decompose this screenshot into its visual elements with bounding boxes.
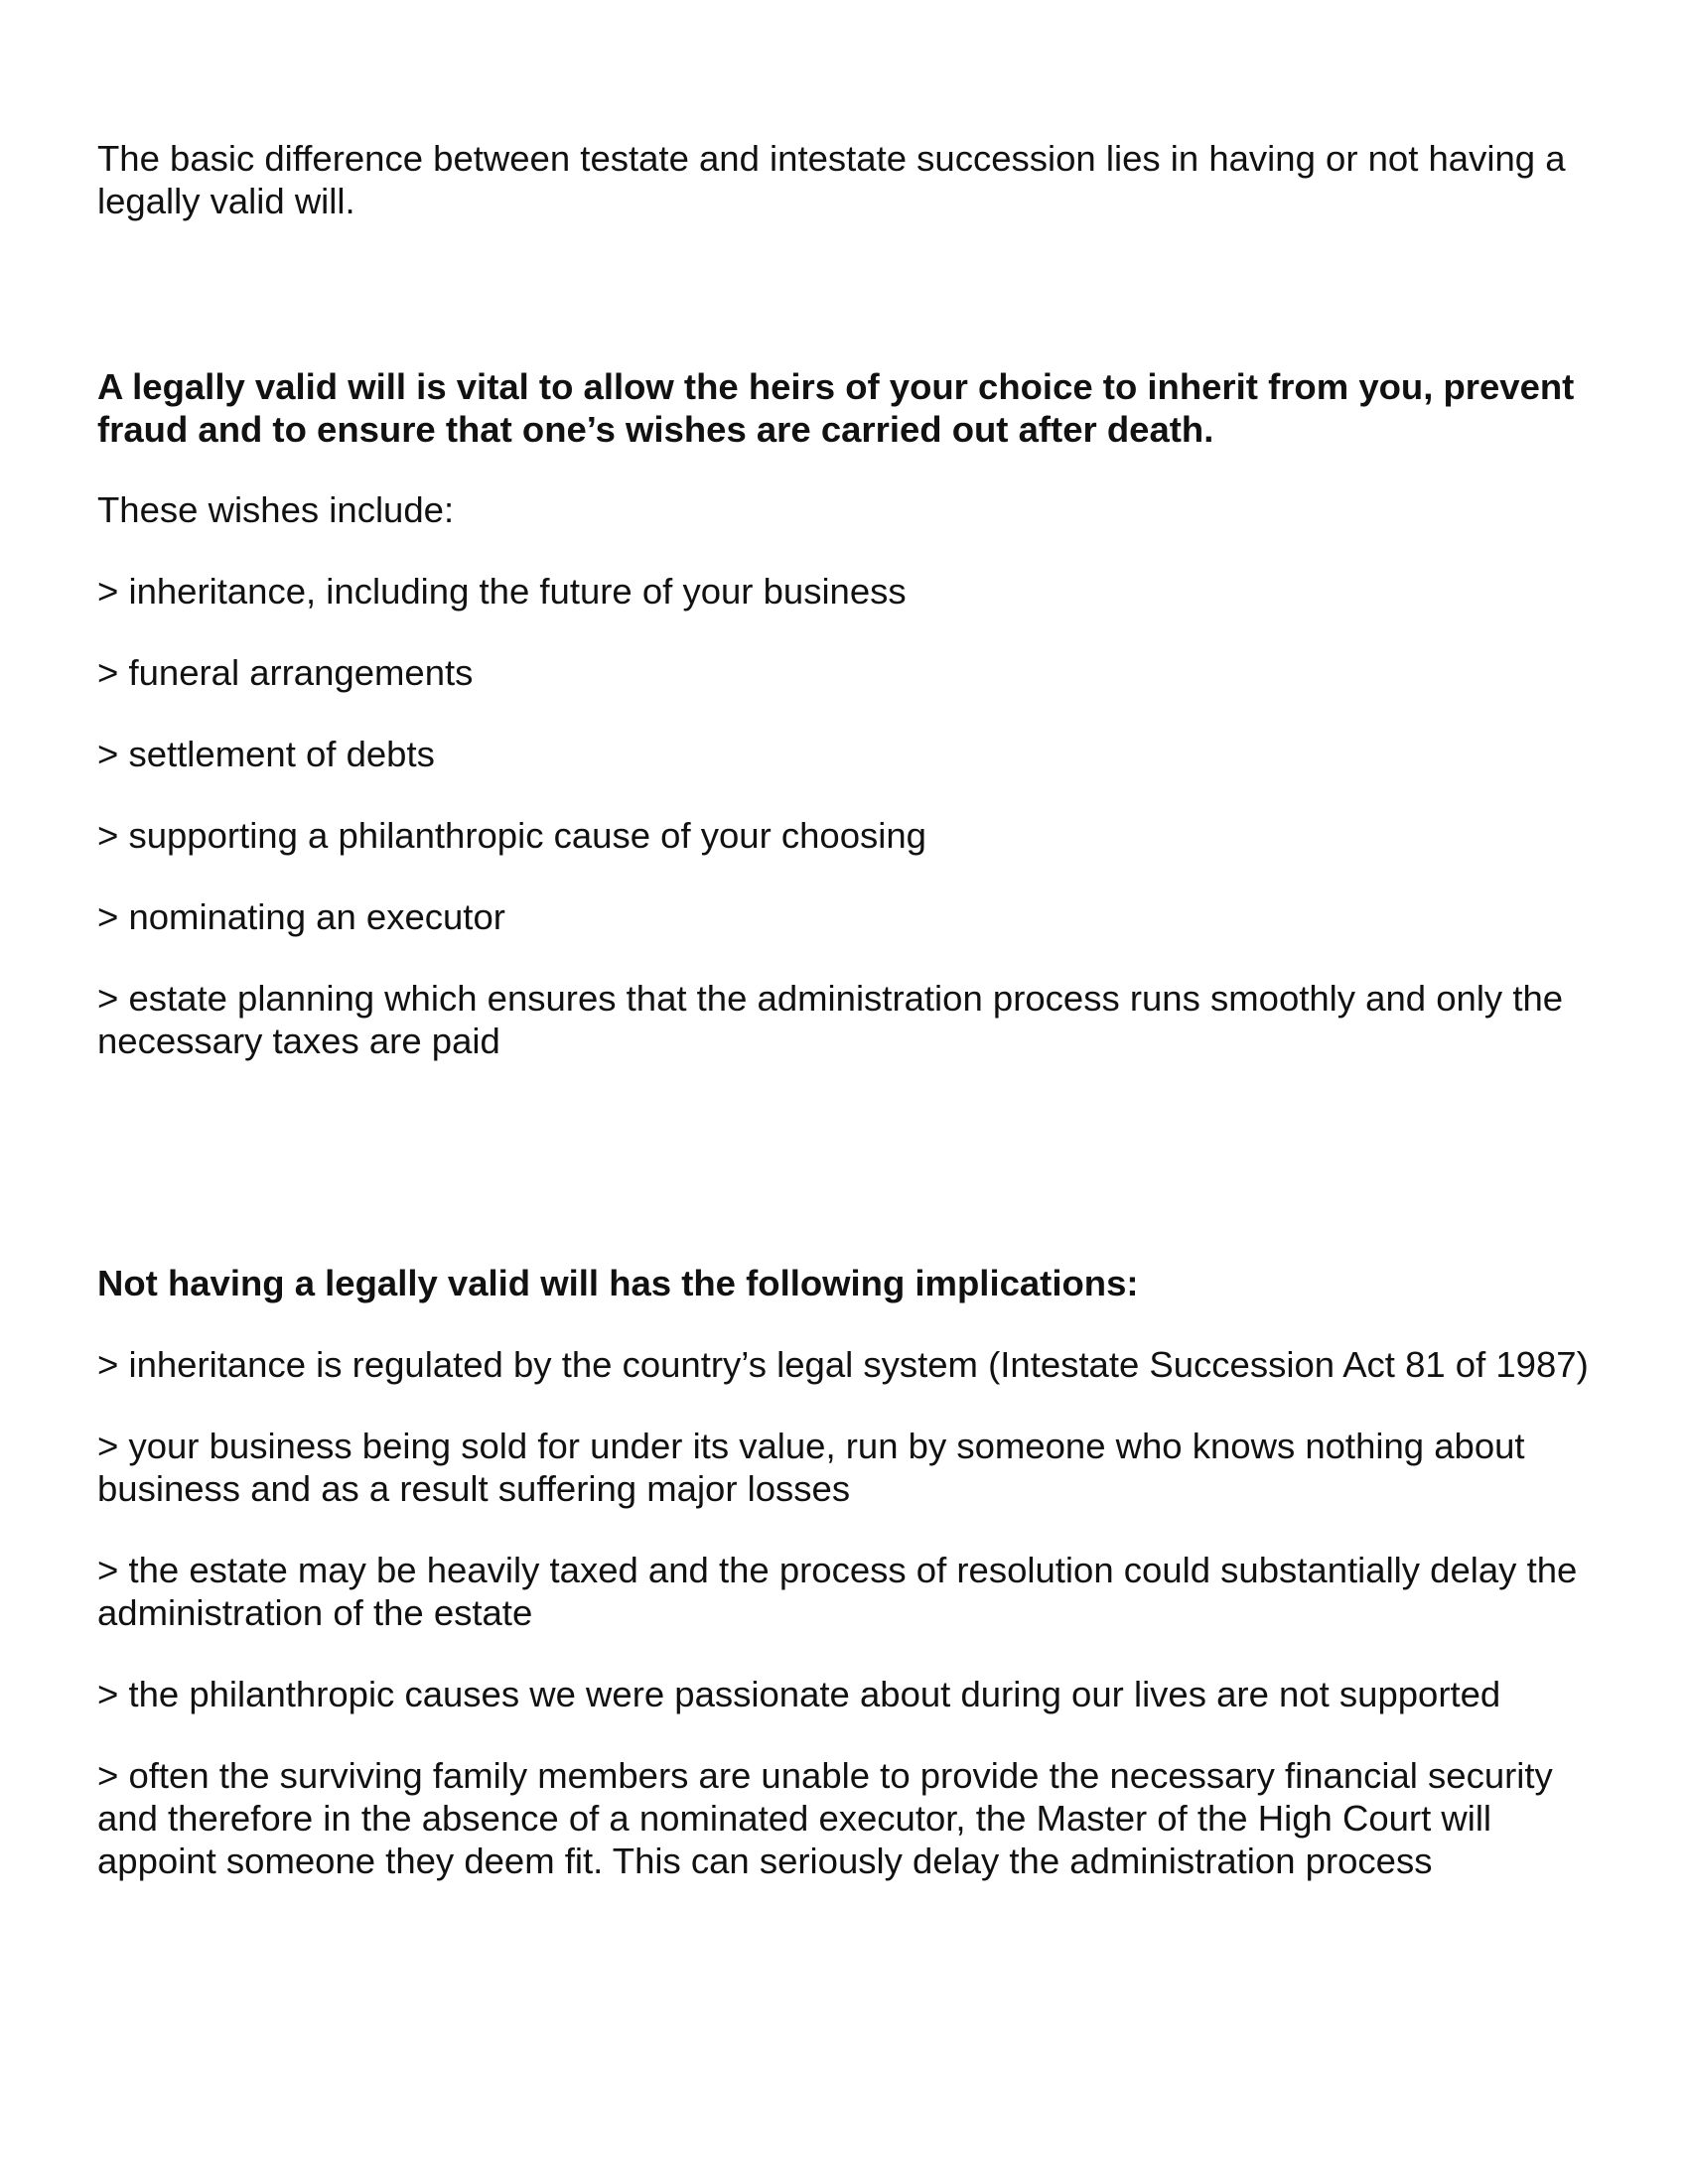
wishes-list [97, 570, 1597, 1062]
list-item: > inheritance is regulated by the country’s legal system (Intestate Succession Act 81 of 1987) [97, 1344, 1589, 1385]
implications-heading: Not having a legally valid will has the following implications: [97, 1263, 1139, 1303]
list-item: > inheritance, including the future of your business [97, 571, 907, 612]
list-item: > settlement of debts [97, 734, 435, 774]
list-item: > estate planning which ensures that the administration process runs smoothly and only the necessary taxes are paid [97, 978, 1564, 1061]
list-item: > the philanthropic causes we were passionate about during our lives are not supported [97, 1674, 1501, 1714]
list-item: > your business being sold for under its value, run by someone who knows nothing about business and as a result suffering major losses [97, 1426, 1525, 1509]
list-item: > often the surviving family members are unable to provide the necessary financial security and therefore in the absence of a nominated executor, the Master of the High Court will appoint someone they deem fit. This can seriously delay the administration process [97, 1755, 1553, 1881]
list-item: > the estate may be heavily taxed and the process of resolution could substantially delay the administration of the estate [97, 1550, 1578, 1633]
wishes-label: These wishes include: [97, 489, 455, 530]
intro-paragraph: The basic difference between testate and intestate succession lies in having or not having a legally valid will. [97, 138, 1566, 221]
importance-statement: A legally valid will is vital to allow the heirs of your choice to inherit from you, prevent fraud and to ensure that one’s wishes are carried out after death. [97, 366, 1575, 450]
list-item: > supporting a philanthropic cause of your choosing [97, 815, 926, 856]
list-item: > funeral arrangements [97, 652, 474, 693]
document-page [97, 137, 1597, 1921]
implications-list [97, 1343, 1597, 1882]
list-item: > nominating an executor [97, 896, 505, 937]
